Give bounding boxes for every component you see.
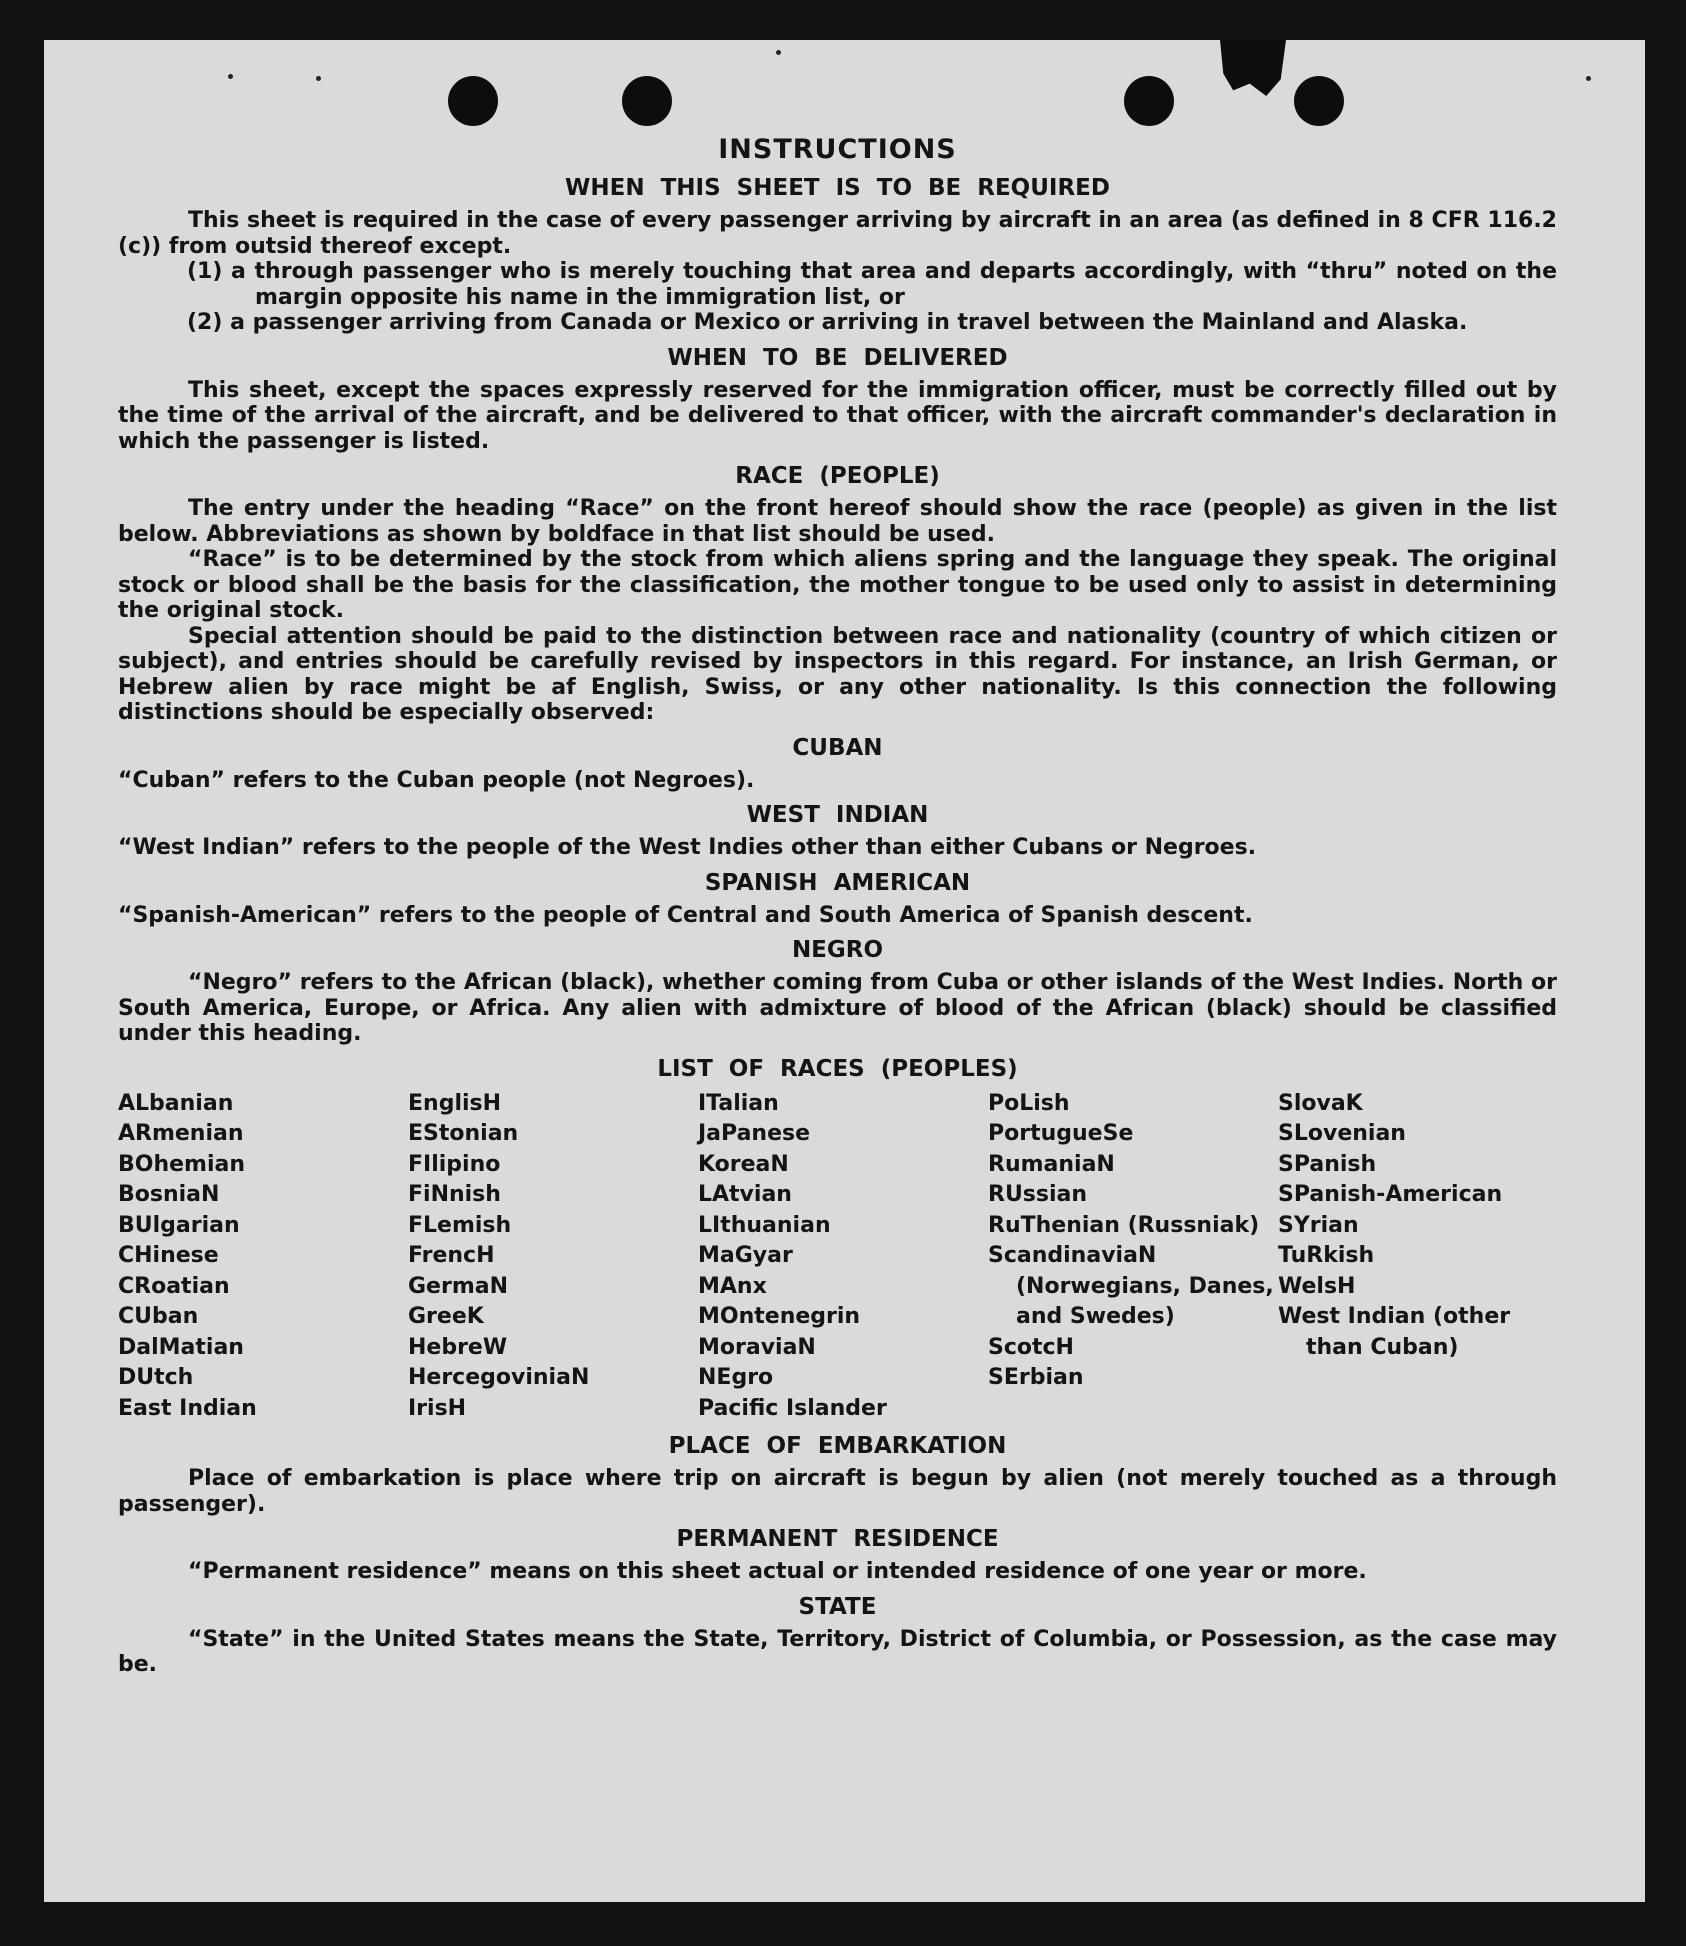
race-column <box>118 1089 408 1425</box>
paragraph: This sheet, except the spaces expressly reserved for the immigration officer, must be correctly filled out by the time of the arrival of the aircraft, and be delivered to that officer, with the aircraft commander's declaration in which the passenger is listed. <box>118 377 1557 454</box>
race-list <box>118 1089 1557 1425</box>
race-item: FIlipino <box>408 1151 501 1177</box>
race-item: Pacific Islander <box>698 1395 887 1421</box>
race-column <box>1278 1089 1557 1425</box>
paragraph: “Cuban” refers to the Cuban people (not Negroes). <box>118 767 755 793</box>
race-column <box>698 1089 988 1425</box>
race-item: SLovenian <box>1278 1121 1406 1146</box>
speck <box>316 76 321 81</box>
race-item: WelsH <box>1278 1273 1356 1299</box>
race-item: IrisH <box>408 1395 467 1421</box>
punch-hole <box>1124 76 1174 126</box>
race-item: PortugueSe <box>988 1121 1134 1146</box>
race-item: LAtvian <box>698 1182 792 1207</box>
race-list-heading: LIST OF RACES (PEOPLES) <box>657 1055 1018 1082</box>
race-item: ARmenian <box>118 1121 244 1146</box>
race-item: CUban <box>118 1304 199 1329</box>
speck <box>776 50 781 55</box>
paragraph: “Spanish-American” refers to the people of Central and South America of Spanish descent. <box>118 902 1253 928</box>
exception-item: (1) a through passenger who is merely touching that area and departs accordingly, with “thru” noted on the margin opposite his name in the immigration list, or <box>187 259 1557 310</box>
speck <box>1586 76 1591 81</box>
paragraph: “Permanent residence” means on this sheet actual or intended residence of one year or more. <box>188 1559 1367 1584</box>
race-item: HebreW <box>408 1334 508 1360</box>
section-heading: WHEN THIS SHEET IS TO BE REQUIRED <box>565 175 1110 201</box>
race-item: GreeK <box>408 1304 484 1329</box>
punch-hole <box>622 76 672 126</box>
race-item: SPanish-American <box>1278 1182 1503 1207</box>
paragraph: “Race” is to be determined by the stock from which aliens spring and the language they speak. The original stock or blood shall be the basis for the classification, the mother tongue to be used only to assist in determining the original stock. <box>118 547 1557 623</box>
punch-hole <box>1294 76 1344 126</box>
paragraph: “Negro” refers to the African (black), whether coming from Cuba or other islands of the West Indies. North or South America, Europe, or Africa. Any alien with admixture of blood of the African (black) should be classified under this heading. <box>118 970 1557 1046</box>
race-item: MAnx <box>698 1273 767 1299</box>
speck <box>228 74 233 79</box>
section-heading: NEGRO <box>791 937 884 963</box>
section-heading: WEST INDIAN <box>746 802 929 828</box>
paragraph: “State” in the United States means the State, Territory, District of Columbia, or Possession, as the case may be. <box>118 1626 1557 1677</box>
document-page <box>44 40 1645 1902</box>
paragraph: “West Indian” refers to the people of the West Indies other than either Cubans or Negroes. <box>118 835 1257 860</box>
race-item: ScandinaviaN (Norwegians, Danes, and Swedes) <box>988 1243 1274 1329</box>
race-item: SErbian <box>988 1365 1084 1390</box>
paragraph: Special attention should be paid to the distinction between race and nationality (country of which citizen or subject), and entries should be carefully revised by inspectors in this regard. For instance, an Irish German, or Hebrew alien by race might be af English, Swiss, or any other nationality. Is this connection the following distinctions should be especially observed: <box>118 623 1557 725</box>
punch-hole <box>448 76 498 126</box>
race-item: FrencH <box>408 1243 495 1268</box>
race-item: ITalian <box>698 1090 779 1116</box>
race-item: RUssian <box>988 1182 1088 1207</box>
race-item: GermaN <box>408 1273 509 1299</box>
race-item: DalMatian <box>118 1334 244 1360</box>
race-item: West Indian (other than Cuban) <box>1278 1304 1511 1360</box>
race-item: EStonian <box>408 1121 519 1146</box>
race-item: ALbanian <box>118 1090 234 1116</box>
race-item: DUtch <box>118 1365 194 1390</box>
race-item: RuThenian (Russniak) <box>988 1212 1260 1238</box>
race-item: ScotcH <box>988 1334 1074 1360</box>
section-heading: RACE (PEOPLE) <box>735 463 940 489</box>
race-item: FLemish <box>408 1212 512 1238</box>
race-item: JaPanese <box>698 1121 811 1146</box>
race-item: CHinese <box>118 1243 219 1268</box>
race-item: TuRkish <box>1278 1243 1375 1268</box>
race-item: KoreaN <box>698 1151 789 1177</box>
race-column <box>988 1089 1278 1425</box>
torn-notch <box>1220 40 1286 96</box>
section-heading: PLACE OF EMBARKATION <box>668 1433 1007 1459</box>
race-column <box>408 1089 698 1425</box>
race-item: FiNnish <box>408 1182 501 1207</box>
race-item: CRoatian <box>118 1273 230 1299</box>
section-heading: CUBAN <box>792 734 883 761</box>
section-heading: WHEN TO BE DELIVERED <box>667 344 1008 371</box>
race-item: SlovaK <box>1278 1090 1363 1116</box>
race-item: MOntenegrin <box>698 1304 861 1329</box>
race-item: MaGyar <box>698 1243 793 1268</box>
race-item: LIthuanian <box>698 1212 831 1238</box>
race-item: BosniaN <box>118 1182 220 1207</box>
paragraph: This sheet is required in the case of every passenger arriving by aircraft in an area (as defined in 8 CFR 116.2 (c)) from outsid thereof except. <box>118 208 1557 259</box>
race-item: BOhemian <box>118 1151 246 1177</box>
section-heading: SPANISH AMERICAN <box>704 869 971 896</box>
race-item: RumaniaN <box>988 1151 1115 1177</box>
race-item: SYrian <box>1278 1212 1359 1238</box>
race-item: BUlgarian <box>118 1212 240 1238</box>
paragraph: The entry under the heading “Race” on the front hereof should show the race (people) as given in the list below. Abbreviations as shown by boldface in that list should be used. <box>118 496 1557 547</box>
race-item: MoraviaN <box>698 1334 816 1360</box>
paragraph: Place of embarkation is place where trip on aircraft is begun by alien (not merely touched as a through passenger). <box>118 1466 1557 1517</box>
race-item: SPanish <box>1278 1151 1377 1177</box>
exception-item: (2) a passenger arriving from Canada or Mexico or arriving in travel between the Mainland and Alaska. <box>187 310 1468 335</box>
race-item: NEgro <box>698 1365 774 1390</box>
section-heading: PERMANENT RESIDENCE <box>676 1526 999 1552</box>
race-item: PoLish <box>988 1090 1070 1116</box>
race-item: EnglisH <box>408 1090 502 1116</box>
race-item: HercegoviniaN <box>408 1365 590 1390</box>
race-item: East Indian <box>118 1395 257 1421</box>
section-heading: STATE <box>798 1593 877 1620</box>
page-title: INSTRUCTIONS <box>718 134 957 165</box>
